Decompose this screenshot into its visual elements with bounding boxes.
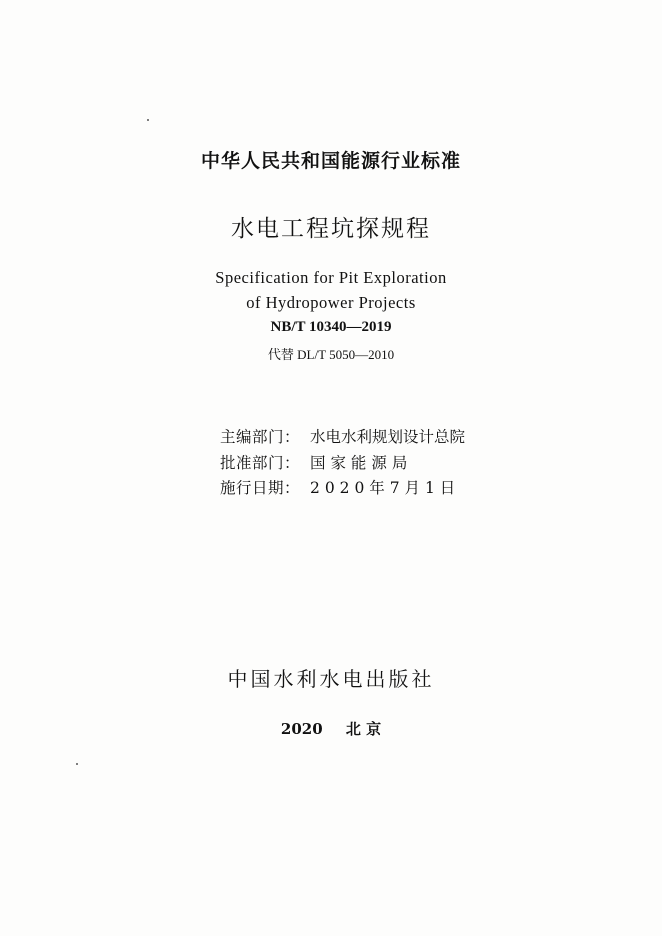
- document-title-cn: 水电工程坑探规程: [231, 216, 431, 242]
- effective-date-row: [220, 476, 556, 498]
- approver-value: [310, 451, 556, 473]
- date-char: 年: [369, 479, 385, 497]
- publisher-name: 中国水利水电出版社: [227, 667, 435, 691]
- document-title-en-line2: of Hydropower Projects: [246, 293, 416, 312]
- scan-speck: [76, 763, 78, 765]
- effective-date-label: 施行日期：: [220, 479, 301, 497]
- editor-row: [220, 425, 465, 447]
- editor-value: 水电水利规划设计总院: [310, 428, 466, 446]
- approver-char: 局: [391, 454, 408, 472]
- approver-char: 国: [310, 454, 326, 472]
- date-char: 1: [424, 479, 435, 497]
- approver-char: 源: [371, 454, 387, 472]
- date-char: 2: [339, 479, 350, 497]
- publication-city: 北 京: [345, 720, 382, 738]
- approver-label: 批准部门：: [220, 454, 301, 472]
- date-char: 月: [404, 479, 421, 497]
- approver-char: 家: [330, 454, 346, 472]
- editor-label: 主编部门：: [220, 428, 301, 446]
- standard-number: NB/T 10340—2019: [270, 319, 392, 335]
- date-char: 0: [324, 479, 335, 497]
- approver-char: 能: [350, 454, 367, 472]
- date-char: 0: [354, 479, 365, 497]
- date-char: 日: [439, 479, 456, 497]
- industry-standard-heading: 中华人民共和国能源行业标准: [200, 150, 461, 172]
- date-char: 7: [389, 479, 400, 497]
- document-title-en-line1: Specification for Pit Exploration: [215, 268, 447, 287]
- publication-info: [0, 718, 662, 739]
- replaces-standard: 代替 DL/T 5050—2010: [267, 347, 395, 362]
- approver-row: [220, 451, 556, 473]
- scan-speck: [147, 119, 149, 121]
- date-char: 2: [310, 479, 320, 497]
- publication-year: 2020: [280, 720, 323, 738]
- effective-date-value: [310, 476, 556, 498]
